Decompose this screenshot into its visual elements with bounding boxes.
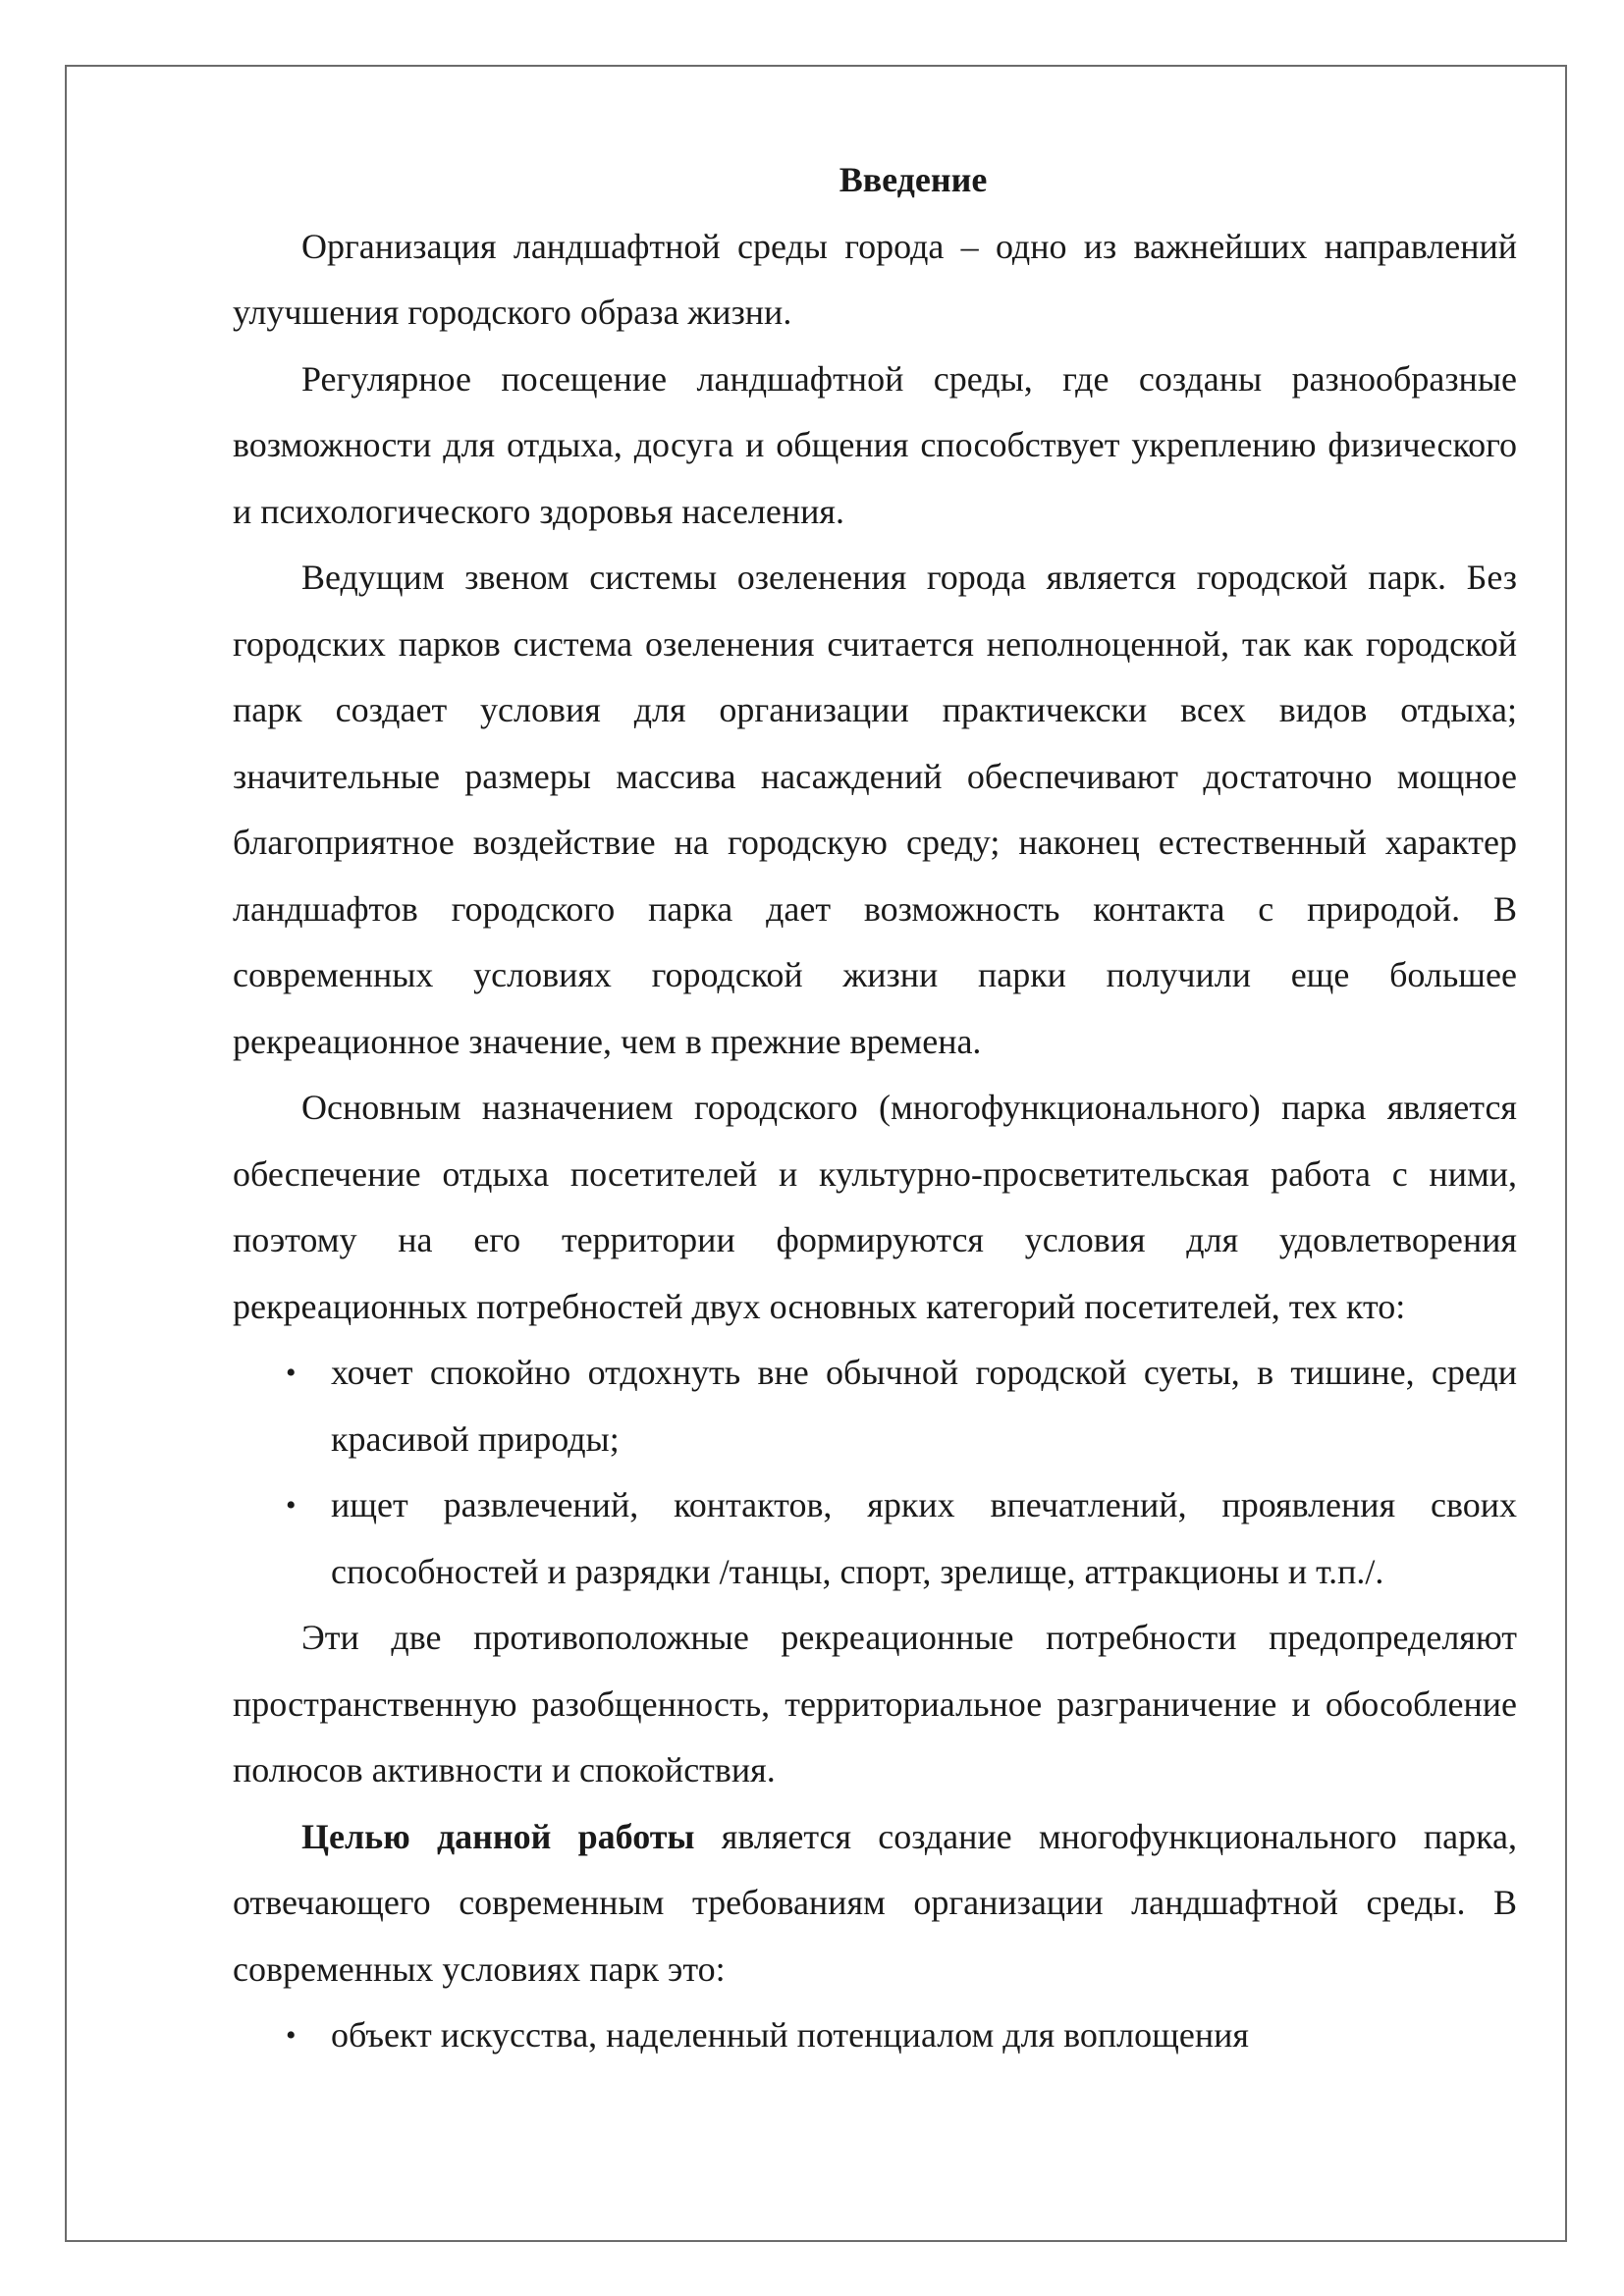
bullet-icon: • xyxy=(286,2019,297,2052)
list-item-text: ищет развлечений, контактов, ярких впечатлений, проявления своих способностей и разрядки /танцы, спорт, зрелище, аттракционы и т.п./. xyxy=(331,1485,1517,1591)
list-item xyxy=(233,1472,1517,1605)
list-item xyxy=(233,1340,1517,1472)
paragraph-3: Ведущим звеном системы озеленения города является городской парк. Без городских парков система озеленения считается неполноценной, так как городской парк создает условия для организации практичекски всех видов отдыха; значительные размеры массива насаждений обеспечивают достаточно мощное благоприятное воздействие на городскую среду; наконец естественный характер ландшафтов городского парка дает возможность контакта с природой. В современных условиях городской жизни парки получили еще большее рекреационное значение, чем в прежние времена. xyxy=(233,558,1517,1061)
paragraph-2: Регулярное посещение ландшафтной среды, где созданы разнообразные возможности для отдыха, досуга и общения способствует укреплению физического и психологического здоровья населения. xyxy=(233,358,1517,531)
paragraph-5: Эти две противоположные рекреационные потребности предопределяют пространственную разобщенность, территориальное разграничение и обособление полюсов активности и спокойствия. xyxy=(233,1618,1517,1789)
bullet-icon: • xyxy=(286,1357,297,1389)
document-body xyxy=(233,147,1517,2069)
list-item-text: хочет спокойно отдохнуть вне обычной городской суеты, в тишине, среди красивой природы; xyxy=(331,1353,1517,1459)
bullet-list-1 xyxy=(233,1340,1517,1605)
paragraph-4: Основным назначением городского (многофункционального) парка является обеспечение отдыха посетителей и культурно-просветительская работа с ними, поэтому на его территории формируются условия для удовлетворения рекреационных потребностей двух основных категорий посетителей, тех кто: xyxy=(233,1088,1517,1326)
bullet-list-2 xyxy=(233,2002,1517,2069)
bullet-icon: • xyxy=(286,1489,297,1522)
paragraph-1: Организация ландшафтной среды города – одно из важнейших направлений улучшения городского образа жизни. xyxy=(233,226,1517,332)
paragraph-6 xyxy=(233,1804,1517,2003)
bold-lead-text: Целью данной работы xyxy=(301,1816,695,1856)
list-item-text: объект искусства, наделенный потенциалом для воплощения xyxy=(331,2015,1249,2055)
paragraph-6-text: является создание многофункционального парка, отвечающего современным требованиям организации ландшафтной среды. В современных условиях парк это: xyxy=(233,1816,1517,1989)
list-item xyxy=(233,2002,1517,2069)
page-title: Введение xyxy=(839,160,988,199)
